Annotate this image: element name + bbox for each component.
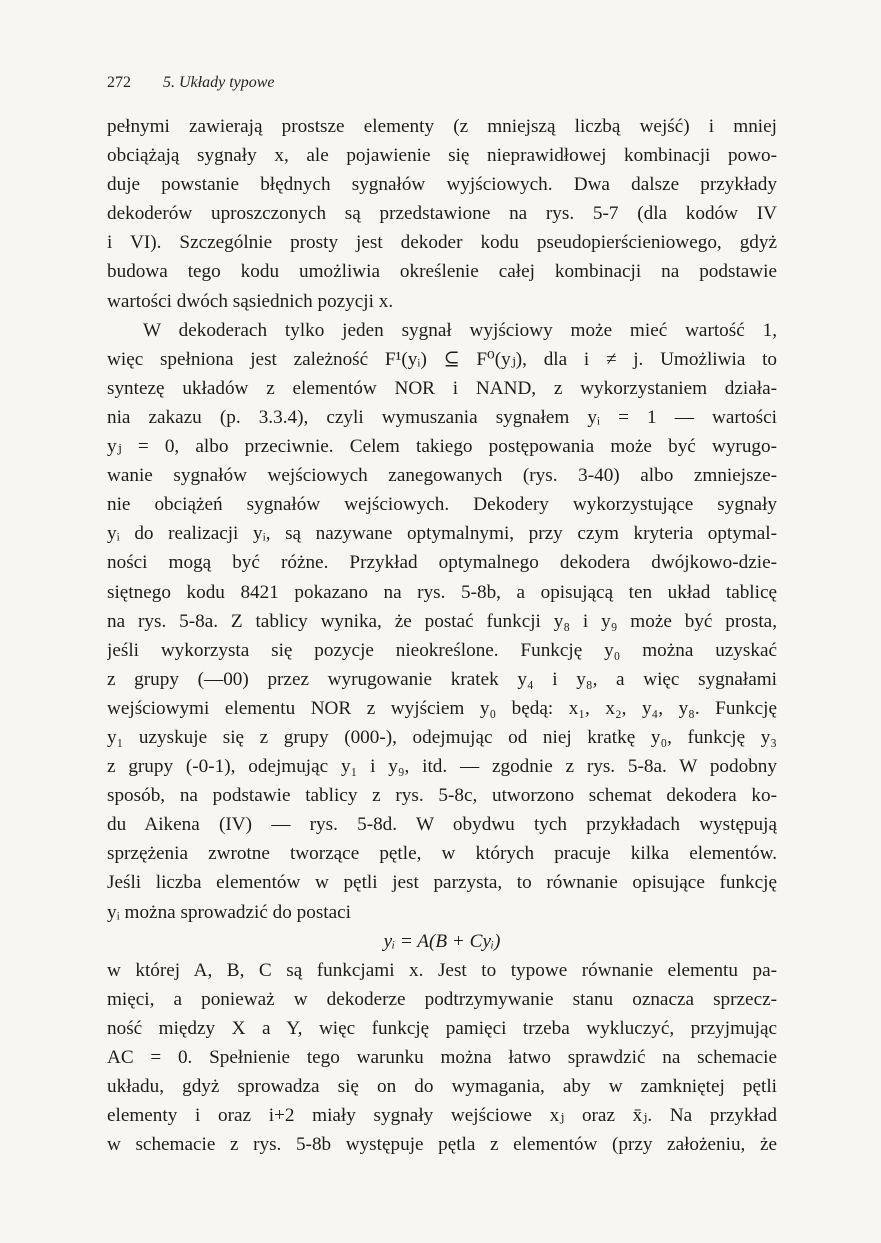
- chapter-title: 5. Układy typowe: [163, 74, 275, 91]
- text-line: i VI). Szczególnie prosty jest dekoder kodu pseudopierścieniowego, gdyż: [107, 232, 777, 254]
- text-line: pełnymi zawierają prostsze elementy (z mniejszą liczbą wejść) i mniej: [107, 116, 777, 137]
- text-line: w której A, B, C są funkcjami x. Jest to typowe równanie elementu pa-: [107, 959, 777, 981]
- text-line: dekoderów uproszczonych są przedstawione na rys. 5-7 (dla kodów IV: [107, 203, 777, 225]
- text-line: siętnego kodu 8421 pokazano na rys. 5-8b, a opisującą ten układ tablicę: [107, 581, 777, 603]
- running-header: [107, 74, 275, 92]
- text-line: ności mogą być różne. Przykład optymalnego dekodera dwójkowo-dzie-: [107, 552, 777, 574]
- text-line: budowa tego kodu umożliwia określenie całej kombinacji na podstawie: [107, 261, 777, 283]
- text-line: y₁ uzyskuje się z grupy (000-), odejmując od niej kratkę y₀, funkcję y₃: [107, 726, 777, 748]
- text-line: układu, gdyż sprowadza się on do wymagania, aby w zamkniętej pętli: [107, 1076, 777, 1098]
- text-line: yᵢ można sprowadzić do postaci: [107, 901, 351, 923]
- text-line: sposób, na podstawie tablicy z rys. 5-8c, utworzono schemat dekodera ko-: [107, 785, 777, 807]
- text-line: yⱼ = 0, albo przeciwnie. Celem takiego postępowania może być wyrugo-: [107, 436, 777, 458]
- text-line: z grupy (—00) przez wyrugowanie kratek y₄ i y₈, a więc sygnałami: [107, 668, 777, 690]
- text-line: wanie sygnałów wejściowych zanegowanych (rys. 3-40) albo zmniejsze-: [107, 465, 777, 487]
- paragraph-first-line: W dekoderach tylko jeden sygnał wyjściowy może mieć wartość 1,: [143, 319, 777, 341]
- page-number: 272: [107, 74, 131, 91]
- text-line: na rys. 5-8a. Z tablicy wynika, że postać funkcji y₈ i y₉ może być prosta,: [107, 610, 777, 632]
- text-line: du Aikena (IV) — rys. 5-8d. W obydwu tych przykładach występują: [107, 814, 777, 836]
- text-line: obciążają sygnały x, ale pojawienie się nieprawidłowej kombinacji powo-: [107, 145, 777, 167]
- text-line: mięci, a ponieważ w dekoderze podtrzymywanie stanu oznacza sprzecz-: [107, 988, 777, 1010]
- text-line: nia zakazu (p. 3.3.4), czyli wymuszania sygnałem yᵢ = 1 — wartości: [107, 406, 777, 428]
- text-line: elementy i oraz i+2 miały sygnały wejściowe xⱼ oraz x̄ⱼ. Na przykład: [107, 1105, 777, 1127]
- text-line: yᵢ do realizacji yᵢ, są nazywane optymalnymi, przy czym kryteria optymal-: [107, 523, 777, 545]
- text-line: w schemacie z rys. 5-8b występuje pętla z elementów (przy założeniu, że: [107, 1134, 777, 1156]
- text-line: syntezę układów z elementów NOR i NAND, z wykorzystaniem działa-: [107, 377, 777, 399]
- text-line: wejściowymi elementu NOR z wyjściem y₀ będą: x₁, x₂, y₄, y₈. Funkcję: [107, 697, 777, 719]
- text-line: ność między X a Y, więc funkcję pamięci trzeba wykluczyć, przyjmując: [107, 1017, 777, 1039]
- text-line: więc spełniona jest zależność F¹(yᵢ) ⊆ F⁰(yⱼ), dla i ≠ j. Umożliwia to: [107, 348, 777, 370]
- text-line: z grupy (-0-1), odejmując y₁ i y₉, itd. — zgodnie z rys. 5-8a. W podobny: [107, 756, 777, 778]
- text-line: sprzężenia zwrotne tworzące pętle, w których pracuje kilka elementów.: [107, 843, 777, 865]
- text-line: duje powstanie błędnych sygnałów wyjściowych. Dwa dalsze przykłady: [107, 174, 777, 196]
- display-equation: yᵢ = A(B + Cyᵢ): [383, 930, 501, 952]
- text-line: AC = 0. Spełnienie tego warunku można łatwo sprawdzić na schemacie: [107, 1047, 777, 1068]
- body-text: [107, 112, 777, 1159]
- text-line: jeśli wykorzysta się pozycje nieokreślone. Funkcję y₀ można uzyskać: [107, 639, 777, 661]
- text-line: nie obciążeń sygnałów wejściowych. Dekodery wykorzystujące sygnały: [107, 494, 777, 516]
- text-line: Jeśli liczba elementów w pętli jest parzysta, to równanie opisujące funkcję: [107, 872, 777, 894]
- text-line: wartości dwóch sąsiednich pozycji x.: [107, 290, 394, 312]
